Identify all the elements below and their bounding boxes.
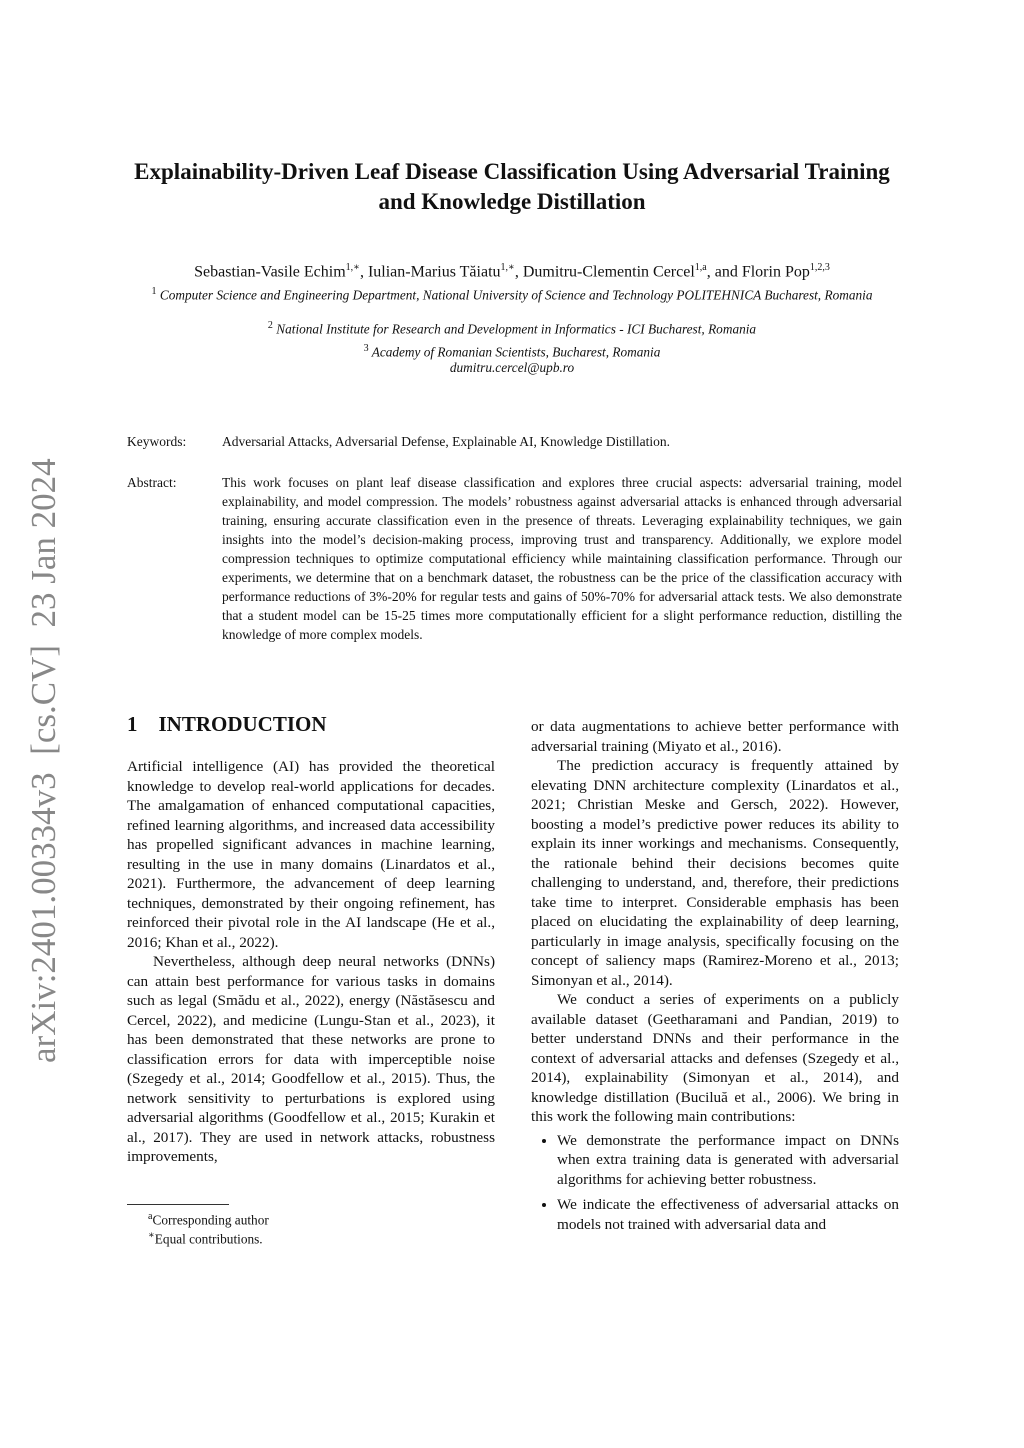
section-title: INTRODUCTION	[158, 712, 327, 736]
affiliation-text: National Institute for Research and Development in Informatics - ICI Bucharest, Romania	[276, 321, 757, 337]
arxiv-identifier-stamp	[8, 455, 68, 1065]
left-column	[127, 757, 495, 1167]
body-paragraph: The prediction accuracy is frequently attained by elevating DNN architecture complexity (Linardatos et al., 2021; Christian Meske and Gersch, 2022). However, boosting a model’s predictive power reduces its ability to explain its inner workings and mechanisms. Consequently, the rationale behind their decisions becomes quite challenging to understand, and, therefore, their predictions take time to interpret. Considerable emphasis has been placed on elucidating the explainability of deep learning, particularly in image analysis, specifically focusing on the concept of saliency maps (Ramirez-Moreno et al., 2013; Simonyan et al., 2014).	[531, 757, 899, 989]
affiliation-2	[120, 317, 904, 337]
affiliation-number: 3	[363, 343, 369, 354]
footnote-text: Corresponding author	[152, 1212, 269, 1228]
footnote-mark: a	[148, 1211, 153, 1222]
abstract-label: Abstract:	[127, 475, 177, 490]
author-list: Sebastian-Vasile Echim$^{1,∗}$, Iulian-Marius Tăiatu$^{1,∗}$, Dumitru-Clementin Cercel$^{1,a}$, and Florin Pop$^{1,2,3}$	[194, 262, 830, 281]
author-affil-mark: 1,2,3	[809, 262, 830, 273]
arxiv-id-text: arXiv:2401.00334v3 [cs.CV] 23 Jan 2024	[24, 458, 63, 1063]
list-item: • We indicate the effectiveness of adversarial attacks on models not trained with adversarial data and	[557, 1195, 899, 1234]
author-name: Iulian-Marius Tăiatu	[367, 263, 501, 281]
contact-email: dumitru.cercel@upb.ro	[449, 360, 575, 375]
body-paragraph: We conduct a series of experiments on a publicly available dataset (Geetharamani and Pandian, 2019) to better understand DNNs and their performance in the context of adversarial attacks and defenses (Szegedy et al., 2014), explainability (Simonyan et al., 2014), and knowledge distillation (Buciluă et al., 2006). We bring in this work the following main contributions:	[531, 991, 899, 1125]
contribution-list	[531, 1131, 899, 1235]
right-column	[531, 717, 899, 1240]
list-item: • We demonstrate the performance impact on DNNs when extra training data is generated with adversarial algorithms for achieving better robustness.	[557, 1131, 899, 1190]
affiliation-3	[120, 340, 904, 360]
footnote-equal	[148, 1226, 263, 1248]
affiliation-text: Computer Science and Engineering Department, National University of Science and Technology POLITEHNICA Bucharest, Romania	[159, 287, 873, 303]
affiliation-number: 1	[151, 286, 157, 297]
keywords-text: Adversarial Attacks, Adversarial Defense, Explainable AI, Knowledge Distillation.	[222, 434, 670, 449]
author-name: Sebastian-Vasile Echim	[194, 263, 346, 281]
affiliation-text: Academy of Romanian Scientists, Bucharest, Romania	[371, 344, 661, 360]
author-name: Florin Pop	[741, 263, 810, 281]
affiliation-1	[120, 283, 904, 303]
author-affil-mark: 1,∗	[500, 262, 515, 273]
author-affil-mark: 1,∗	[345, 262, 360, 273]
body-paragraph: or data augmentations to achieve better performance with adversarial training (Miyato et al., 2016).	[531, 718, 899, 755]
footnote-mark: ∗	[148, 1230, 155, 1241]
author-name: Dumitru-Clementin Cercel	[522, 263, 695, 281]
section-number: 1	[127, 712, 138, 736]
paper-title: Explainability-Driven Leaf Disease Classification Using Adversarial Training and Knowledge Distillation	[134, 159, 890, 214]
footnote-divider	[127, 1204, 229, 1205]
author-affil-mark: 1,a	[694, 262, 707, 273]
abstract-text: This work focuses on plant leaf disease classification and explores three crucial aspects: adversarial training, model explainability, and model compression. The models’ robustness against adversarial attacks is enhanced through adversarial training, ensuring accurate classification even in the presence of threats. Leveraging explainability techniques, we gain insights into the model’s decision-making process, improving trust and transparency. Additionally, we explore model compression techniques to optimize computational efficiency while maintaining classification performance. Through our experiments, we determine that on a benchmark dataset, the robustness can be the price of the classification accuracy with performance reductions of 3%-20% for regular tests and gains of 50%-70% for adversarial attack tests. We also demonstrate that a student model can be 15-25 times more computationally efficient for a slight performance reduction, distilling the knowledge of more complex models.	[222, 475, 902, 642]
body-paragraph: Artificial intelligence (AI) has provided the theoretical knowledge to develop real-world applications for decades. The amalgamation of enhanced computational capacities, refined learning algorithms, and increased data accessibility has propelled significant advances in machine learning, resulting in the use in many domains (Linardatos et al., 2021). Furthermore, the advancement of deep learning techniques, demonstrated by their ongoing refinement, has reinforced their pivotal role in the AI landscape (He et al., 2016; Khan et al., 2022).	[127, 758, 495, 951]
keywords-label: Keywords:	[127, 434, 187, 449]
footnote-text: Equal contributions.	[154, 1231, 263, 1247]
section-heading	[127, 712, 327, 737]
body-paragraph: Nevertheless, although deep neural networks (DNNs) can attain best performance for various tasks in domains such as legal (Smădu et al., 2022), energy (Năstăsescu and Cercel, 2022), and medicine (Lungu-Stan et al., 2023), it has been demonstrated that these networks are prone to classification errors for data with imperceptible noise (Szegedy et al., 2014; Goodfellow et al., 2015). Thus, the network sensitivity to perturbations is explored using adversarial algorithms (Goodfellow et al., 2015; Kurakin et al., 2017). They are used in network attacks, robustness improvements,	[127, 953, 495, 1165]
affiliation-number: 2	[267, 320, 273, 331]
